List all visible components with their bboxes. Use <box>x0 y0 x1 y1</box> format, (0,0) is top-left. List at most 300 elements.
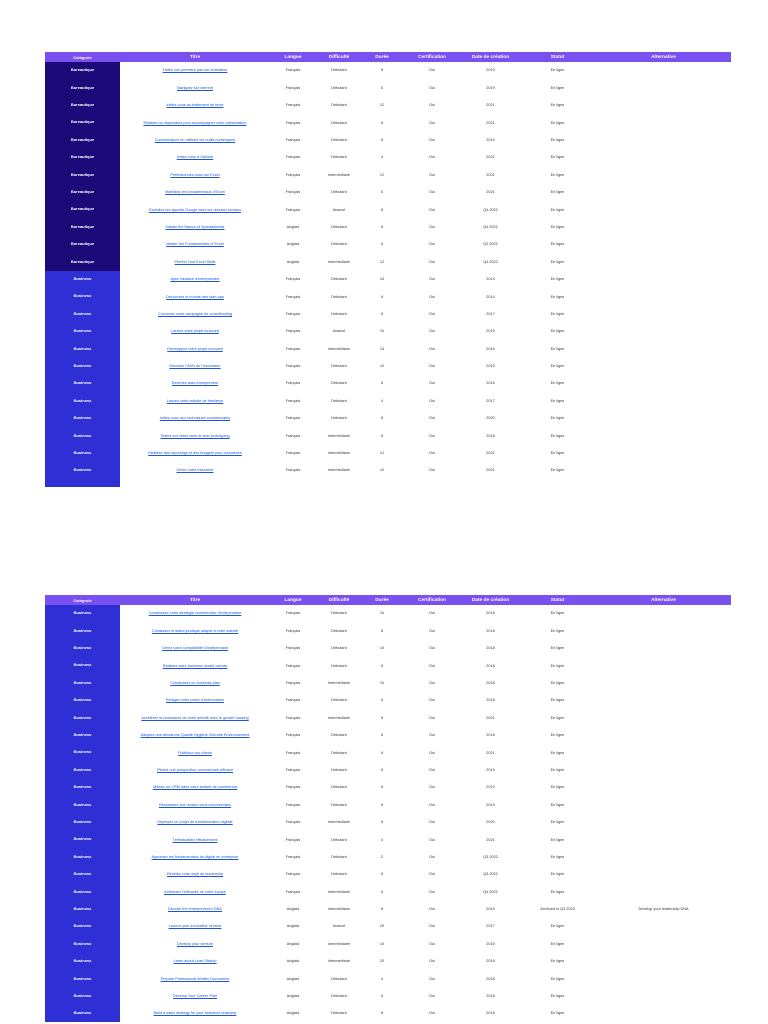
certification-cell: Oui <box>429 924 435 929</box>
table-row <box>45 132 731 149</box>
title-cell <box>120 427 270 444</box>
alternative-cell <box>596 166 731 183</box>
language-cell: Anglais <box>286 994 300 999</box>
course-title-link[interactable]: Faites vos premiers pas sur ordinateur <box>162 68 228 73</box>
course-title-link[interactable]: Déployez un projet de transformation digitale <box>157 820 233 825</box>
table-row <box>45 953 731 970</box>
difficulty-cell: Débutant <box>331 994 347 999</box>
difficulty-cell: Intermédiaire <box>327 172 351 177</box>
category-cell: Business <box>45 970 120 987</box>
alternative-cell: Develop your leadership DNA <box>638 907 689 912</box>
difficulty-cell: Débutant <box>331 646 347 651</box>
header-cell: Catégorie <box>73 54 92 60</box>
certification-cell: Oui <box>429 907 435 912</box>
table-row <box>45 305 731 322</box>
language-cell: Français <box>285 468 301 473</box>
difficulty-cell: Avancé <box>332 924 346 929</box>
category-cell: Business <box>45 866 120 883</box>
creation-date-cell: 2019 <box>486 68 495 73</box>
status-cell: En ligne <box>550 451 565 456</box>
title-cell <box>120 988 270 1005</box>
table-row <box>45 814 731 831</box>
category-cell: Business <box>45 375 120 392</box>
difficulty-cell: Débutant <box>331 103 347 108</box>
alternative-cell <box>596 814 731 831</box>
course-title-link[interactable]: Adoptez une démarche Qualité Hygiène Sécurité Environnement <box>140 733 250 738</box>
alternative-cell <box>596 918 731 935</box>
status-cell: En ligne <box>550 941 565 946</box>
creation-date-cell: 2017 <box>486 311 495 316</box>
category-cell: Business <box>45 358 120 375</box>
creation-date-cell: 2017 <box>486 924 495 929</box>
alternative-cell <box>596 866 731 883</box>
table-row <box>45 779 731 796</box>
certification-cell: Oui <box>429 854 435 859</box>
language-cell: Français <box>285 663 301 668</box>
category-cell: Business <box>45 744 120 761</box>
status-cell: En ligne <box>550 120 565 125</box>
course-title-link[interactable]: Develop Your Career Plan <box>173 994 217 999</box>
duration-cell: 10 <box>379 329 385 334</box>
language-cell: Français <box>285 311 301 316</box>
duration-cell: 8 <box>380 628 384 633</box>
title-cell <box>120 219 270 236</box>
header-cell: Langue <box>284 54 302 60</box>
table-row <box>45 831 731 848</box>
category-cell: Business <box>45 305 120 322</box>
courses-table-1 <box>45 52 731 487</box>
title-cell <box>120 97 270 114</box>
category-cell: Business <box>45 883 120 900</box>
alternative-cell <box>596 114 731 131</box>
creation-date-cell: Q2 2022 <box>483 242 498 247</box>
category-cell: Business <box>45 953 120 970</box>
category-cell: Business <box>45 831 120 848</box>
table-row <box>45 988 731 1005</box>
duration-cell: 6 <box>380 767 384 772</box>
status-cell: En ligne <box>550 976 565 981</box>
category-cell: Business <box>45 675 120 692</box>
status-cell: En ligne <box>550 837 565 842</box>
difficulty-cell: Intermédiaire <box>327 889 351 894</box>
course-title-link[interactable]: Construisez un business plan <box>170 680 220 685</box>
title-cell <box>120 727 270 744</box>
creation-date-cell: 2018 <box>486 646 495 651</box>
category-cell: Bureautique <box>45 236 120 253</box>
certification-cell: Oui <box>429 311 435 316</box>
course-title-link[interactable]: Naviguez sur Internet <box>176 85 214 90</box>
creation-date-cell: 2018 <box>486 611 495 616</box>
certification-cell: Oui <box>429 68 435 73</box>
difficulty-cell: Débutant <box>331 611 347 616</box>
course-title-link[interactable]: Construisez votre stratégie commerciale d'indépendant <box>148 611 242 616</box>
duration-cell: 6 <box>380 120 384 125</box>
table-header <box>45 595 731 605</box>
difficulty-cell: Débutant <box>331 750 347 755</box>
language-cell: Anglais <box>286 907 300 912</box>
difficulty-cell: Débutant <box>331 1011 347 1016</box>
certification-cell: Oui <box>429 785 435 790</box>
category-cell: Business <box>45 323 120 340</box>
creation-date-cell: 2021 <box>486 468 495 473</box>
difficulty-cell: Débutant <box>331 628 347 633</box>
category-column-filler <box>45 479 120 487</box>
table-row <box>45 358 731 375</box>
alternative-cell <box>596 288 731 305</box>
language-cell: Français <box>285 451 301 456</box>
language-cell: Français <box>285 381 301 386</box>
status-cell: En ligne <box>550 224 565 229</box>
title-cell <box>120 605 270 622</box>
table-row <box>45 918 731 935</box>
course-title-link[interactable]: Perfectionnez-vous sur Excel <box>170 172 220 177</box>
duration-cell: 6 <box>380 663 384 668</box>
course-title-link[interactable]: Apprenez les fondamentaux du digital en entreprise <box>151 854 239 859</box>
certification-cell: Oui <box>429 329 435 334</box>
creation-date-cell: 2021 <box>486 172 495 177</box>
language-cell: Français <box>285 85 301 90</box>
course-title-link[interactable]: Launch your innovative venture <box>168 924 222 929</box>
certification-cell: Oui <box>429 468 435 473</box>
difficulty-cell: Débutant <box>331 137 347 142</box>
difficulty-cell: Débutant <box>331 364 347 369</box>
course-title-link[interactable]: Exploitez les apports Google avec les réseaux sociaux <box>149 207 241 212</box>
alternative-cell <box>596 970 731 987</box>
language-cell: Anglais <box>286 224 300 229</box>
duration-cell: 4 <box>380 155 384 160</box>
title-cell <box>120 901 270 918</box>
table-row <box>45 236 731 253</box>
course-title-link[interactable]: Accélérez la croissance de votre activité avec le growth hacking <box>141 715 249 720</box>
course-title-link[interactable]: Découvrez le monde des start-ups <box>166 294 224 299</box>
course-title-link[interactable]: Decode the entrepreneur's DNA <box>168 907 222 912</box>
course-title-link[interactable]: Choisissez le statut juridique adapté à votre activité <box>151 628 239 633</box>
course-title-link[interactable]: Gérez votre comptabilité d'indépendant <box>162 646 228 651</box>
alternative-cell <box>596 988 731 1005</box>
table-row <box>45 445 731 462</box>
duration-cell: 6 <box>380 715 384 720</box>
creation-date-cell: 2015 <box>486 329 495 334</box>
course-title-link[interactable]: Rédigez votre pacte d'actionnaires <box>165 698 225 703</box>
title-cell <box>120 883 270 900</box>
language-cell: Français <box>285 346 301 351</box>
title-cell <box>120 288 270 305</box>
title-cell <box>120 709 270 726</box>
course-title-link[interactable]: Initiez-vous à Outlook <box>176 155 214 160</box>
language-cell: Français <box>285 207 301 212</box>
course-title-link[interactable]: Améliorez l'efficacité de votre équipe <box>164 889 226 894</box>
duration-cell: 8 <box>380 820 384 825</box>
table-row <box>45 340 731 357</box>
duration-cell: 10 <box>379 277 385 282</box>
header-cell: Durée <box>375 597 389 603</box>
alternative-cell <box>596 953 731 970</box>
status-cell: En ligne <box>550 646 565 651</box>
table-row <box>45 149 731 166</box>
table-body <box>45 62 731 479</box>
language-cell: Français <box>285 767 301 772</box>
status-cell: En ligne <box>550 468 565 473</box>
certification-cell: Oui <box>429 137 435 142</box>
header-cell: Titre <box>189 54 201 60</box>
duration-cell: 20 <box>379 959 385 964</box>
language-cell: Français <box>285 820 301 825</box>
table-row <box>45 727 731 744</box>
creation-date-cell: 2021 <box>486 155 495 160</box>
title-cell <box>120 114 270 131</box>
certification-cell: Oui <box>429 820 435 825</box>
duration-cell: 6 <box>380 994 384 999</box>
language-cell: Français <box>285 750 301 755</box>
difficulty-cell: Débutant <box>331 854 347 859</box>
header-cell: Difficulté <box>328 597 350 603</box>
course-title-link[interactable]: Réalisez un diaporama pour accompagner votre présentation <box>143 120 247 125</box>
duration-cell: 6 <box>380 889 384 894</box>
category-cell: Bureautique <box>45 79 120 96</box>
title-cell <box>120 253 270 270</box>
course-title-link[interactable]: Fidélisez vos clients <box>178 750 212 755</box>
certification-cell: Oui <box>429 976 435 981</box>
status-cell: En ligne <box>550 680 565 685</box>
language-cell: Français <box>285 698 301 703</box>
creation-date-cell: 2018 <box>486 994 495 999</box>
status-cell: En ligne <box>550 854 565 859</box>
category-cell: Bureautique <box>45 219 120 236</box>
duration-cell: 12 <box>379 451 385 456</box>
status-cell: En ligne <box>550 207 565 212</box>
course-title-link[interactable]: Gérez votre trésorerie <box>176 468 214 473</box>
certification-cell: Oui <box>429 416 435 421</box>
title-cell <box>120 62 270 79</box>
difficulty-cell: Débutant <box>331 976 347 981</box>
language-cell: Français <box>285 646 301 651</box>
language-cell: Français <box>285 103 301 108</box>
language-cell: Français <box>285 628 301 633</box>
status-cell: En ligne <box>550 924 565 929</box>
creation-date-cell: 2021 <box>486 190 495 195</box>
alternative-cell <box>596 392 731 409</box>
status-cell: En ligne <box>550 889 565 894</box>
creation-date-cell: Q3 2022 <box>483 854 498 859</box>
alternative-cell <box>596 935 731 952</box>
difficulty-cell: Débutant <box>331 733 347 738</box>
alternative-cell <box>596 149 731 166</box>
course-title-link[interactable]: Prepare Professional Written Documents <box>160 976 230 981</box>
course-title-link[interactable]: Réussissez vos rendez-vous commerciaux <box>159 802 231 807</box>
creation-date-cell: 2016 <box>486 346 495 351</box>
table-row <box>45 796 731 813</box>
alternative-cell <box>596 462 731 479</box>
title-cell <box>120 848 270 865</box>
difficulty-cell: Intermédiaire <box>327 715 351 720</box>
difficulty-cell: Intermédiaire <box>327 433 351 438</box>
title-cell <box>120 970 270 987</box>
course-title-link[interactable]: Lancez votre projet innovant <box>171 329 219 334</box>
creation-date-cell: 2018 <box>486 976 495 981</box>
course-title-link[interactable]: Master the Basics of Spreadsheets <box>165 224 225 229</box>
alternative-cell <box>596 340 731 357</box>
difficulty-cell: Débutant <box>331 311 347 316</box>
certification-cell: Oui <box>429 259 435 264</box>
header-cell: Alternative <box>651 54 676 60</box>
status-cell: En ligne <box>550 190 565 195</box>
status-cell: En ligne <box>550 85 565 90</box>
language-cell: Français <box>285 398 301 403</box>
table-row <box>45 271 731 288</box>
course-title-link[interactable]: Master the Fundamentals of Excel <box>166 242 224 247</box>
course-title-link[interactable]: Develop your venture <box>176 941 214 946</box>
difficulty-cell: Avancé <box>332 329 346 334</box>
title-cell <box>120 410 270 427</box>
category-cell: Business <box>45 392 120 409</box>
title-cell <box>120 831 270 848</box>
category-cell: Business <box>45 622 120 639</box>
alternative-cell <box>596 305 731 322</box>
category-cell: Business <box>45 692 120 709</box>
course-title-link[interactable]: Développez votre projet innovant <box>167 346 223 351</box>
language-cell: Français <box>285 715 301 720</box>
status-cell: En ligne <box>550 277 565 282</box>
category-cell: Bureautique <box>45 184 120 201</box>
course-title-link[interactable]: Pilotez une prospection commerciale efficace <box>156 767 234 772</box>
category-cell: Business <box>45 271 120 288</box>
language-cell: Français <box>285 854 301 859</box>
difficulty-cell: Débutant <box>331 416 347 421</box>
alternative-cell <box>596 97 731 114</box>
course-title-link[interactable]: Initiez-vous aux techniques commerciales <box>159 416 231 421</box>
table-row <box>45 622 731 639</box>
language-cell: Français <box>285 137 301 142</box>
difficulty-cell: Intermédiaire <box>327 941 351 946</box>
alternative-cell <box>596 375 731 392</box>
status-cell: En ligne <box>550 259 565 264</box>
course-title-link[interactable]: Perfect Your Excel Skills <box>174 259 216 264</box>
course-title-link[interactable]: Concevez votre campagne de crowdfunding <box>157 311 233 316</box>
certification-cell: Oui <box>429 959 435 964</box>
category-cell: Business <box>45 605 120 622</box>
language-cell: Français <box>285 294 301 299</box>
course-title-link[interactable]: Décodez l'ADN de l'innovateur <box>169 364 221 369</box>
status-cell: En ligne <box>550 1011 565 1016</box>
creation-date-cell: 2021 <box>486 715 495 720</box>
status-cell: Archived in Q3 2023 <box>540 907 575 912</box>
language-cell: Anglais <box>286 1011 300 1016</box>
table-row <box>45 288 731 305</box>
status-cell: En ligne <box>550 416 565 421</box>
creation-date-cell: Q4 2022 <box>483 259 498 264</box>
status-cell: En ligne <box>550 137 565 142</box>
table-row <box>45 375 731 392</box>
language-cell: Anglais <box>286 959 300 964</box>
status-cell: En ligne <box>550 103 565 108</box>
course-title-link[interactable]: Learn about Lean Startup <box>173 959 217 964</box>
title-cell <box>120 271 270 288</box>
table-row <box>45 97 731 114</box>
creation-date-cell: 2019 <box>486 802 495 807</box>
category-cell: Bureautique <box>45 62 120 79</box>
alternative-cell <box>596 779 731 796</box>
category-cell: Business <box>45 445 120 462</box>
certification-cell: Oui <box>429 190 435 195</box>
course-title-link[interactable]: Communiquez en utilisant les outils numériques <box>154 137 236 142</box>
course-title-link[interactable]: Utilisez un CRM dans votre activité de commercial <box>152 785 238 790</box>
certification-cell: Oui <box>429 698 435 703</box>
title-cell <box>120 236 270 253</box>
language-cell: Français <box>285 120 301 125</box>
course-title-link[interactable]: Maîtrisez les fondamentaux d'Excel <box>165 190 225 195</box>
course-title-link[interactable]: Build a sales strategy for your freelance business <box>153 1011 237 1016</box>
status-cell: En ligne <box>550 698 565 703</box>
alternative-cell <box>596 236 731 253</box>
title-cell <box>120 1005 270 1022</box>
creation-date-cell: 2021 <box>486 837 495 842</box>
alternative-cell <box>596 883 731 900</box>
course-title-link[interactable]: Télétravaillez efficacement <box>172 837 218 842</box>
creation-date-cell: 2021 <box>486 750 495 755</box>
difficulty-cell: Débutant <box>331 68 347 73</box>
certification-cell: Oui <box>429 733 435 738</box>
duration-cell: 8 <box>380 416 384 421</box>
category-cell: Business <box>45 727 120 744</box>
table-row <box>45 901 731 918</box>
header-cell: Titre <box>189 597 201 603</box>
alternative-cell <box>596 201 731 218</box>
certification-cell: Oui <box>429 837 435 842</box>
creation-date-cell: 2018 <box>486 1011 495 1016</box>
duration-cell: 4 <box>380 976 384 981</box>
category-cell: Bureautique <box>45 166 120 183</box>
category-cell: Business <box>45 427 120 444</box>
certification-cell: Oui <box>429 628 435 633</box>
course-title-link[interactable]: Lancez votre activité de freelance <box>166 398 224 403</box>
creation-date-cell: 2015 <box>486 941 495 946</box>
title-cell <box>120 79 270 96</box>
table-row <box>45 79 731 96</box>
course-title-link[interactable]: Initiez-vous au traitement de texte <box>166 103 224 108</box>
status-cell: En ligne <box>550 733 565 738</box>
table-row <box>45 640 731 657</box>
creation-date-cell: 2018 <box>486 628 495 633</box>
alternative-cell <box>596 445 731 462</box>
title-cell <box>120 935 270 952</box>
difficulty-cell: Débutant <box>331 785 347 790</box>
course-title-link[interactable]: Ayez l'audace d'entreprendre <box>170 277 220 282</box>
language-cell: Anglais <box>286 259 300 264</box>
duration-cell: 6 <box>380 242 384 247</box>
title-cell <box>120 323 270 340</box>
course-title-link[interactable]: Réalisez votre business model canvas <box>162 663 228 668</box>
duration-cell: 6 <box>380 785 384 790</box>
status-cell: En ligne <box>550 663 565 668</box>
course-title-link[interactable]: Révélez votre style de leadership <box>167 872 223 877</box>
difficulty-cell: Débutant <box>331 398 347 403</box>
status-cell: En ligne <box>550 346 565 351</box>
difficulty-cell: Intermédiaire <box>327 451 351 456</box>
course-title-link[interactable]: Testez vos idées avec le lean prototyping <box>160 433 230 438</box>
course-title-link[interactable]: Devenez auto-entrepreneur <box>171 381 219 386</box>
category-cell: Bureautique <box>45 149 120 166</box>
creation-date-cell: 2016 <box>486 381 495 386</box>
table-row <box>45 166 731 183</box>
title-cell <box>120 166 270 183</box>
category-cell: Business <box>45 288 120 305</box>
certification-cell: Oui <box>429 767 435 772</box>
title-cell <box>120 814 270 831</box>
title-cell <box>120 184 270 201</box>
category-cell: Business <box>45 762 120 779</box>
category-cell: Bureautique <box>45 201 120 218</box>
course-title-link[interactable]: Réalisez des reportings et des budgets pour convaincre <box>148 451 242 456</box>
